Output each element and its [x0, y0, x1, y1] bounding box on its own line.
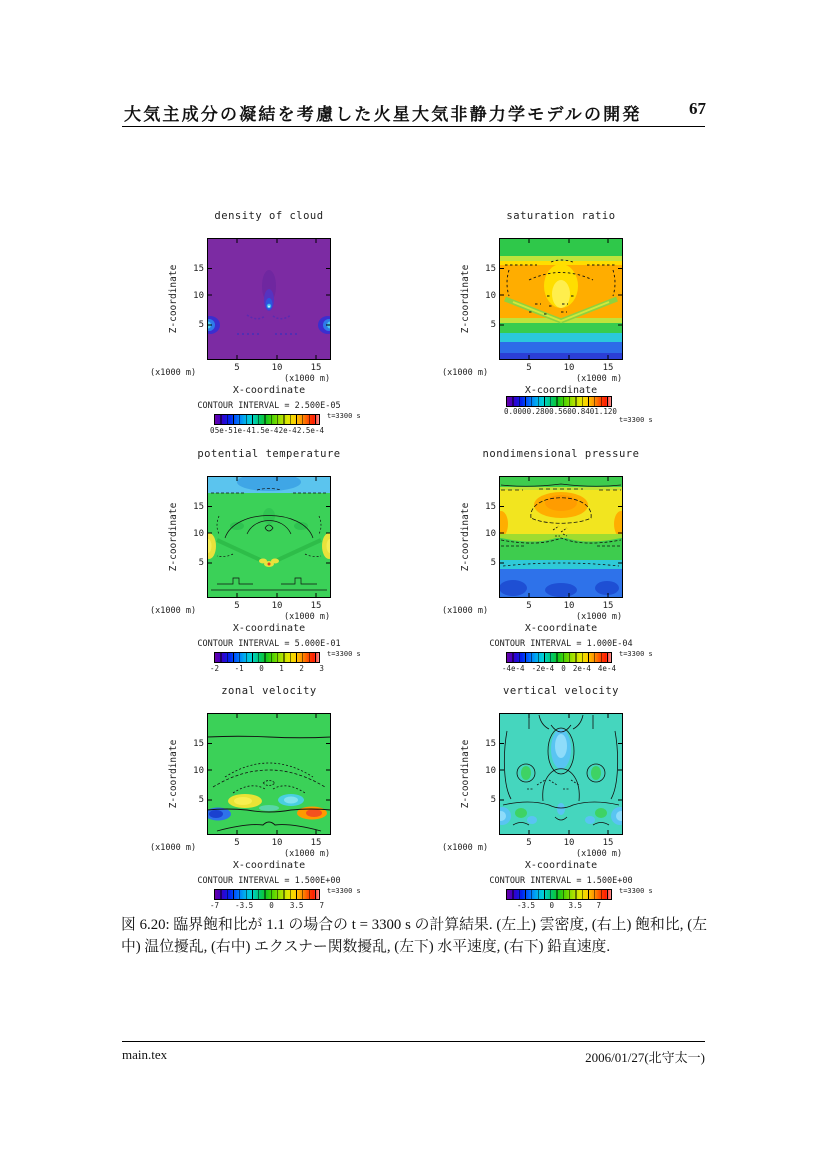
- colorbar-label: 0: [549, 901, 555, 910]
- colorbar-label: 7: [596, 901, 601, 910]
- z-tick: 5: [490, 795, 496, 805]
- colorbar: [214, 414, 320, 425]
- colorbar-labels: [502, 664, 616, 673]
- z-tick: 5: [198, 320, 204, 330]
- axis-unit-right: (x1000 m): [576, 374, 623, 384]
- x-tick: 15: [602, 363, 614, 373]
- x-tick: 5: [234, 838, 240, 848]
- footer-date-author: 2006/01/27(北守太一): [585, 1050, 705, 1065]
- colorbar-labels: [504, 407, 617, 416]
- axis-unit-right: (x1000 m): [284, 849, 331, 859]
- colorbar-labels: [210, 664, 324, 673]
- colorbar-label: -3.5: [235, 901, 254, 910]
- colorbar: [506, 396, 612, 407]
- z-tick: 5: [198, 558, 204, 568]
- contour-plot-saturation-ratio: [499, 238, 623, 360]
- x-tick: 5: [234, 601, 240, 611]
- colorbar-label: 0: [210, 426, 215, 435]
- colorbar: [506, 652, 612, 663]
- x-tick: 10: [563, 838, 575, 848]
- contour-plot-vertical-velocity: [499, 713, 623, 835]
- colorbar-label: 0.280: [526, 407, 550, 416]
- z-tick: 15: [485, 739, 496, 749]
- time-label: t=3300 s: [327, 412, 361, 420]
- z-tick: 5: [490, 320, 496, 330]
- z-tick: 10: [485, 766, 496, 776]
- z-tick: 10: [193, 529, 204, 539]
- colorbar-label: 3.5: [568, 901, 583, 910]
- x-tick: 15: [310, 363, 322, 373]
- axis-unit-left: (x1000 m): [442, 368, 489, 378]
- footer-rule: [122, 1041, 705, 1042]
- x-axis-label: X-coordinate: [524, 385, 598, 396]
- colorbar-label: -3.5: [517, 901, 536, 910]
- z-axis-label: Z-coordinate: [168, 502, 179, 572]
- z-tick: 15: [193, 502, 204, 512]
- z-tick: 15: [485, 264, 496, 274]
- colorbar-label: -1: [234, 664, 244, 673]
- time-label: t=3300 s: [327, 650, 361, 658]
- figure-caption: 図 6.20: 臨界飽和比が 1.1 の場合の t = 3300 s の計算結果. (左上) 雲密度, (右上) 飽和比, (左中) 温位擾乱, (右中) エクスナー関数擾乱, (左下) 水平速度, (右下) 鉛直速度.: [121, 917, 707, 956]
- colorbar-label: -7: [210, 901, 220, 910]
- axis-unit-left: (x1000 m): [442, 843, 489, 853]
- colorbar-label: 0.840: [571, 407, 595, 416]
- panel-title: nondimensional pressure: [482, 448, 640, 460]
- x-axis-label: X-coordinate: [524, 623, 598, 634]
- colorbar-label: 7: [319, 901, 324, 910]
- x-axis-label: X-coordinate: [232, 860, 306, 871]
- time-label: t=3300 s: [619, 887, 653, 895]
- footer-filename: main.tex: [122, 1047, 168, 1062]
- colorbar-label: 5e-5: [214, 426, 233, 435]
- panel-zonal-velocity: [122, 675, 422, 920]
- z-axis-label: Z-coordinate: [168, 264, 179, 334]
- panel-density-of-cloud: [122, 200, 422, 445]
- contour-interval-label: CONTOUR INTERVAL = 2.500E-05: [197, 401, 341, 411]
- contour-plot-potential-temperature: [207, 476, 331, 598]
- colorbar-label: 1.5e-4: [251, 426, 279, 435]
- time-label: t=3300 s: [619, 650, 653, 658]
- panel-potential-temperature: [122, 438, 422, 683]
- colorbar-labels: [517, 901, 601, 910]
- z-tick: 10: [485, 529, 496, 539]
- colorbar-label: 2: [299, 664, 304, 673]
- x-axis-label: X-coordinate: [232, 385, 306, 396]
- contour-plot-density-of-cloud: [207, 238, 331, 360]
- panel-saturation-ratio: [414, 200, 714, 445]
- z-tick: 15: [193, 739, 204, 749]
- z-tick: 5: [490, 558, 496, 568]
- colorbar: [214, 889, 320, 900]
- panel-title: potential temperature: [197, 448, 341, 460]
- page-number: 67: [689, 99, 706, 118]
- time-label: t=3300 s: [619, 416, 653, 424]
- colorbar: [506, 889, 612, 900]
- x-tick: 10: [563, 601, 575, 611]
- z-tick: 10: [485, 291, 496, 301]
- z-axis-label: Z-coordinate: [460, 739, 471, 809]
- x-tick: 5: [234, 363, 240, 373]
- colorbar-label: 1.120: [594, 407, 617, 416]
- x-tick: 10: [563, 363, 575, 373]
- contour-interval-label: CONTOUR INTERVAL = 5.000E-01: [197, 639, 341, 649]
- colorbar-label: 0.560: [549, 407, 572, 416]
- x-tick: 5: [526, 601, 532, 611]
- axis-unit-left: (x1000 m): [442, 606, 489, 616]
- axis-unit-left: (x1000 m): [150, 606, 197, 616]
- colorbar-label: 1e-4: [233, 426, 252, 435]
- z-axis-label: Z-coordinate: [460, 502, 471, 572]
- z-tick: 10: [193, 766, 204, 776]
- z-tick: 5: [198, 795, 204, 805]
- colorbar-label: 0: [561, 664, 566, 673]
- contour-plot-nondimensional-pressure: [499, 476, 623, 598]
- time-label: t=3300 s: [327, 887, 361, 895]
- colorbar-label: 1: [279, 664, 284, 673]
- panel-vertical-velocity: [414, 675, 714, 920]
- z-tick: 15: [485, 502, 496, 512]
- contour-interval-label: CONTOUR INTERVAL = 1.500E+00: [197, 876, 341, 886]
- colorbar-label: -2: [210, 664, 220, 673]
- colorbar-label: 0.000: [504, 407, 527, 416]
- panel-nondimensional-pressure: [414, 438, 714, 683]
- colorbar-label: 2e-4: [278, 426, 297, 435]
- axis-unit-left: (x1000 m): [150, 843, 197, 853]
- x-axis-label: X-coordinate: [524, 860, 598, 871]
- x-tick: 10: [271, 601, 283, 611]
- colorbar-label: 3: [319, 664, 324, 673]
- axis-unit-right: (x1000 m): [284, 374, 331, 384]
- axis-unit-left: (x1000 m): [150, 368, 197, 378]
- panel-title: saturation ratio: [506, 210, 616, 222]
- z-axis-label: Z-coordinate: [168, 739, 179, 809]
- contour-plot-zonal-velocity: [207, 713, 331, 835]
- panel-title: vertical velocity: [503, 685, 619, 697]
- x-tick: 15: [310, 838, 322, 848]
- z-axis-label: Z-coordinate: [460, 264, 471, 334]
- axis-unit-right: (x1000 m): [576, 612, 623, 622]
- x-tick: 5: [526, 838, 532, 848]
- colorbar-label: 4e-4: [597, 664, 616, 673]
- colorbar-label: 0: [259, 664, 264, 673]
- colorbar-label: 0: [269, 901, 274, 910]
- x-tick: 15: [310, 601, 322, 611]
- running-header-title: 大気主成分の凝結を考慮した火星大気非静力学モデルの開発: [124, 105, 642, 124]
- panel-title: zonal velocity: [221, 685, 317, 697]
- colorbar-label: -4e-4: [502, 664, 525, 673]
- colorbar-label: 3.5: [289, 901, 304, 910]
- x-tick: 5: [526, 363, 532, 373]
- colorbar: [214, 652, 320, 663]
- header-rule: [122, 126, 705, 127]
- x-tick: 15: [602, 838, 614, 848]
- axis-unit-right: (x1000 m): [284, 612, 331, 622]
- z-tick: 15: [193, 264, 204, 274]
- axis-unit-right: (x1000 m): [576, 849, 623, 859]
- x-tick: 10: [271, 838, 283, 848]
- colorbar-label: 2e-4: [572, 664, 591, 673]
- x-axis-label: X-coordinate: [232, 623, 306, 634]
- panel-title: density of cloud: [214, 210, 324, 222]
- x-tick: 15: [602, 601, 614, 611]
- colorbar-labels: [210, 426, 324, 435]
- colorbar-labels: [210, 901, 324, 910]
- z-tick: 10: [193, 291, 204, 301]
- contour-interval-label: CONTOUR INTERVAL = 1.000E-04: [489, 639, 633, 649]
- x-tick: 10: [271, 363, 283, 373]
- colorbar-label: -2e-4: [531, 664, 555, 673]
- contour-interval-label: CONTOUR INTERVAL = 1.500E+00: [489, 876, 633, 886]
- colorbar-label: 2.5e-4: [296, 426, 324, 435]
